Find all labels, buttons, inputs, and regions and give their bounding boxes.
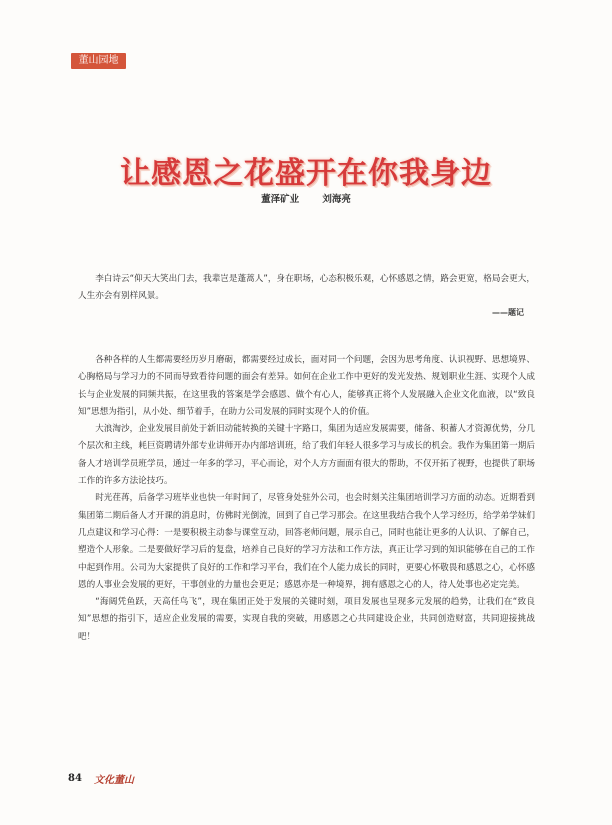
body-paragraph: 各种各样的人生都需要经历岁月磨砺，都需要经过成长，面对同一个问题，会因为思考角度、认识视野、思想境界、心胸格局与学习力的不同而导致看待问题的面会有差异。如何在企业工作中更好的发光发热、规划职业生涯、实现个人成长与企业发展的同频共振，在这里我的答案是学会感恩、做个有心人，能够真正将个人发展融入企业文化血液，以“致良知”思想为指引，从小处、细节着手，在助力公司发展的同时实现个人的价值。 (78, 355, 535, 417)
section-tag: 董山园地 (71, 53, 126, 69)
byline-author: 刘海亮 (322, 194, 351, 205)
body-paragraph: 大浪淘沙，企业发展目前处于新旧动能转换的关键十字路口，集团为适应发展需要，储备、积蓄人才资源优势，分几个层次和主线，耗巨资聘请外部专业讲师开办内部培训班，给了我们年轻人很多学习与成长的机会。我作为集团第一期后备人才培训学员班学员，通过一年多的学习，平心而论，对个人方方面面有很大的帮助，不仅开拓了视野，也提供了职场工作的许多方法论技巧。 (78, 424, 535, 487)
byline-organization: 董泽矿业 (261, 194, 300, 205)
body-paragraph: “海阔凭鱼跃，天高任鸟飞”，现在集团正处于发展的关键时刻，项目发展也呈现多元发展的趋势，让我们在“致良知”思想的指引下，适应企业发展的需要，实现自我的突破，用感恩之心共同建设企业，共同创造财富，共同迎接挑战吧！ (78, 597, 535, 642)
article-body (78, 352, 535, 646)
byline (0, 191, 612, 205)
epigraph-text: 李白诗云“仰天大笑出门去，我辈岂是蓬蒿人”，身在职场，心态积极乐观，心怀感恩之情，路会更宽，格局会更大，人生亦会有别样风景。 (78, 274, 535, 302)
epigraph-credit: ——题记 (492, 308, 524, 317)
epigraph (78, 271, 535, 306)
body-paragraph: 时光荏苒，后备学习班毕业也快一年时间了，尽管身处驻外公司，也会时刻关注集团培训学习方面的动态。近期看到集团第二期后备人才开课的消息时，仿佛时光倒流，回到了自己学习那会。在这里我结合我个人学习经历，给学弟学妹们几点建议和学习心得：一是要积极主动参与课堂互动，回答老师问题，展示自己，同时也能让更多的人认识、了解自己，塑造个人形象。二是要做好学习后的复盘，培养自己良好的学习方法和工作方法，真正让学习到的知识能够在自己的工作中起到作用。公司为大家提供了良好的工作和学习平台，我们在个人能力成长的同时，更要心怀敬畏和感恩之心，心怀感恩的人事业会发展的更好，干事创业的力量也会更足；感恩亦是一种境界，拥有感恩之心的人，待人处事也必定完美。 (78, 493, 535, 590)
article-title: 让感恩之花盛开在你我身边 (120, 156, 492, 192)
journal-logo: 文化董山 (94, 775, 134, 786)
page-number: 84 (68, 773, 82, 784)
